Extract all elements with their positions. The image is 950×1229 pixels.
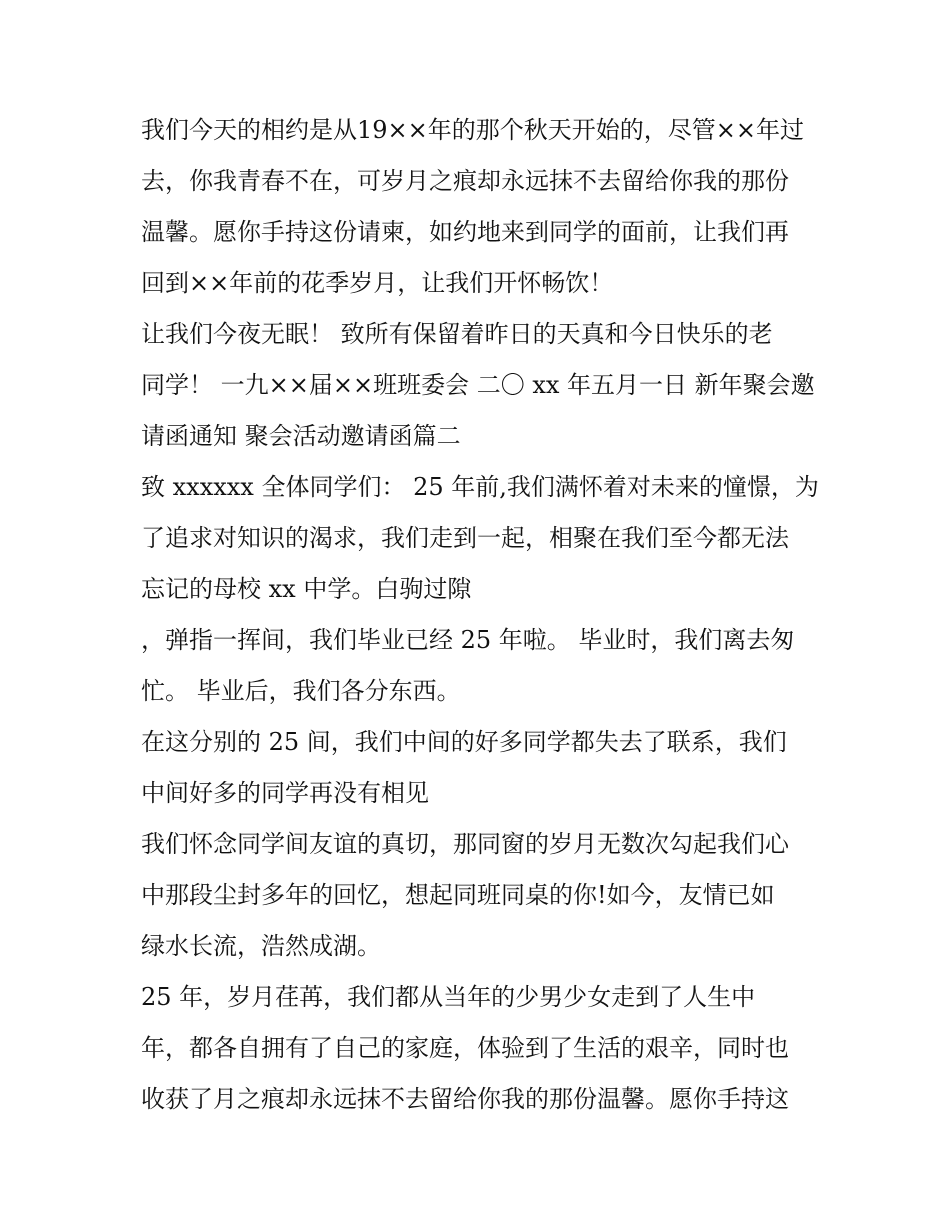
text-line: 同学！ 一九××届××班班委会 二〇 xx 年五月一日 新年聚会邀 — [141, 371, 815, 399]
text-line: 中那段尘封多年的回忆，想起同班同桌的你!如今，友情已如 — [141, 881, 775, 909]
text-line: 绿水长流，浩然成湖。 — [141, 932, 381, 960]
text-line: 了追求对知识的渴求，我们走到一起，相聚在我们至今都无法 — [141, 524, 789, 552]
text-line: 在这分别的 25 间，我们中间的好多同学都失去了联系，我们 — [141, 728, 787, 756]
text-line: 年，都各自拥有了自己的家庭，体验到了生活的艰辛，同时也 — [141, 1034, 789, 1062]
text-line: 25 年，岁月荏苒，我们都从当年的少男少女走到了人生中 — [141, 983, 756, 1011]
text-line: 让我们今夜无眠！ 致所有保留着昨日的天真和今日快乐的老 — [141, 320, 773, 348]
text-line: 我们怀念同学间友谊的真切，那同窗的岁月无数次勾起我们心 — [141, 830, 789, 858]
body-text — [141, 105, 821, 1125]
text-line: 致 xxxxxx 全体同学们： 25 年前,我们满怀着对未来的憧憬，为 — [141, 473, 819, 501]
text-line: 中间好多的同学再没有相见 — [141, 779, 429, 807]
text-line: 去，你我青春不在，可岁月之痕却永远抹不去留给你我的那份 — [141, 167, 789, 195]
text-line: 回到××年前的花季岁月，让我们开怀畅饮！ — [141, 269, 614, 297]
text-line: ，弹指一挥间，我们毕业已经 25 年啦。 毕业时，我们离去匆 — [141, 626, 795, 654]
text-line: 请函通知 聚会活动邀请函篇二 — [141, 422, 461, 450]
text-line: 我们今天的相约是从19××年的那个秋天开始的，尽管××年过 — [141, 116, 804, 144]
text-line: 温馨。愿你手持这份请柬，如约地来到同学的面前，让我们再 — [141, 218, 789, 246]
text-line: 忙。 毕业后，我们各分东西。 — [141, 677, 461, 705]
text-line: 忘记的母校 xx 中学。白驹过隙 — [141, 575, 472, 603]
text-line: 收获了月之痕却永远抹不去留给你我的那份温馨。愿你手持这 — [141, 1085, 789, 1113]
